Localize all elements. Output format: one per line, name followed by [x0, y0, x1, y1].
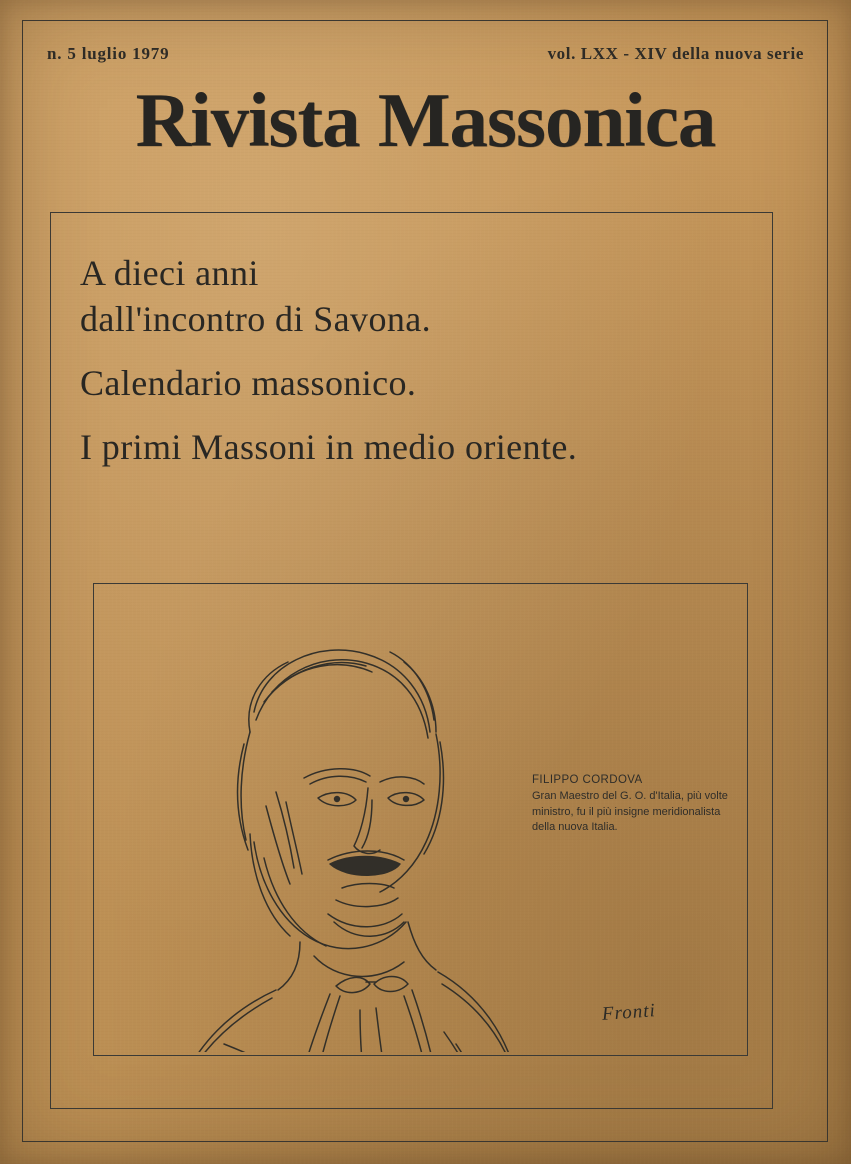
- caption-title: FILIPPO CORDOVA: [532, 774, 643, 786]
- toc-entry-line1: I primi Massoni in medio oriente.: [80, 427, 578, 468]
- volume-info: vol. LXX - XIV della nuova serie: [547, 44, 804, 63]
- issue-number: n. 5 luglio 1979: [47, 44, 170, 63]
- portrait-caption: [532, 774, 732, 836]
- toc-entry-line1: A dieci anni: [80, 253, 259, 293]
- portrait-sketch-filippo-cordova: [104, 592, 534, 1052]
- list-item: [80, 250, 760, 342]
- masthead-info-row: [47, 44, 804, 64]
- toc-entry-line2: dall'incontro di Savona.: [80, 299, 432, 340]
- table-of-contents: [80, 250, 760, 488]
- list-item: [80, 424, 760, 470]
- artist-signature: Fronti: [601, 1000, 657, 1025]
- list-item: [80, 360, 760, 406]
- caption-body: Gran Maestro del G. O. d'Italia, più volte ministro, fu il più insigne meridionalista della nuova Italia.: [532, 790, 728, 834]
- page-title: Rivista Massonica: [135, 77, 716, 163]
- toc-entry-line1: Calendario massonico.: [80, 363, 417, 404]
- portrait-panel: [93, 583, 748, 1056]
